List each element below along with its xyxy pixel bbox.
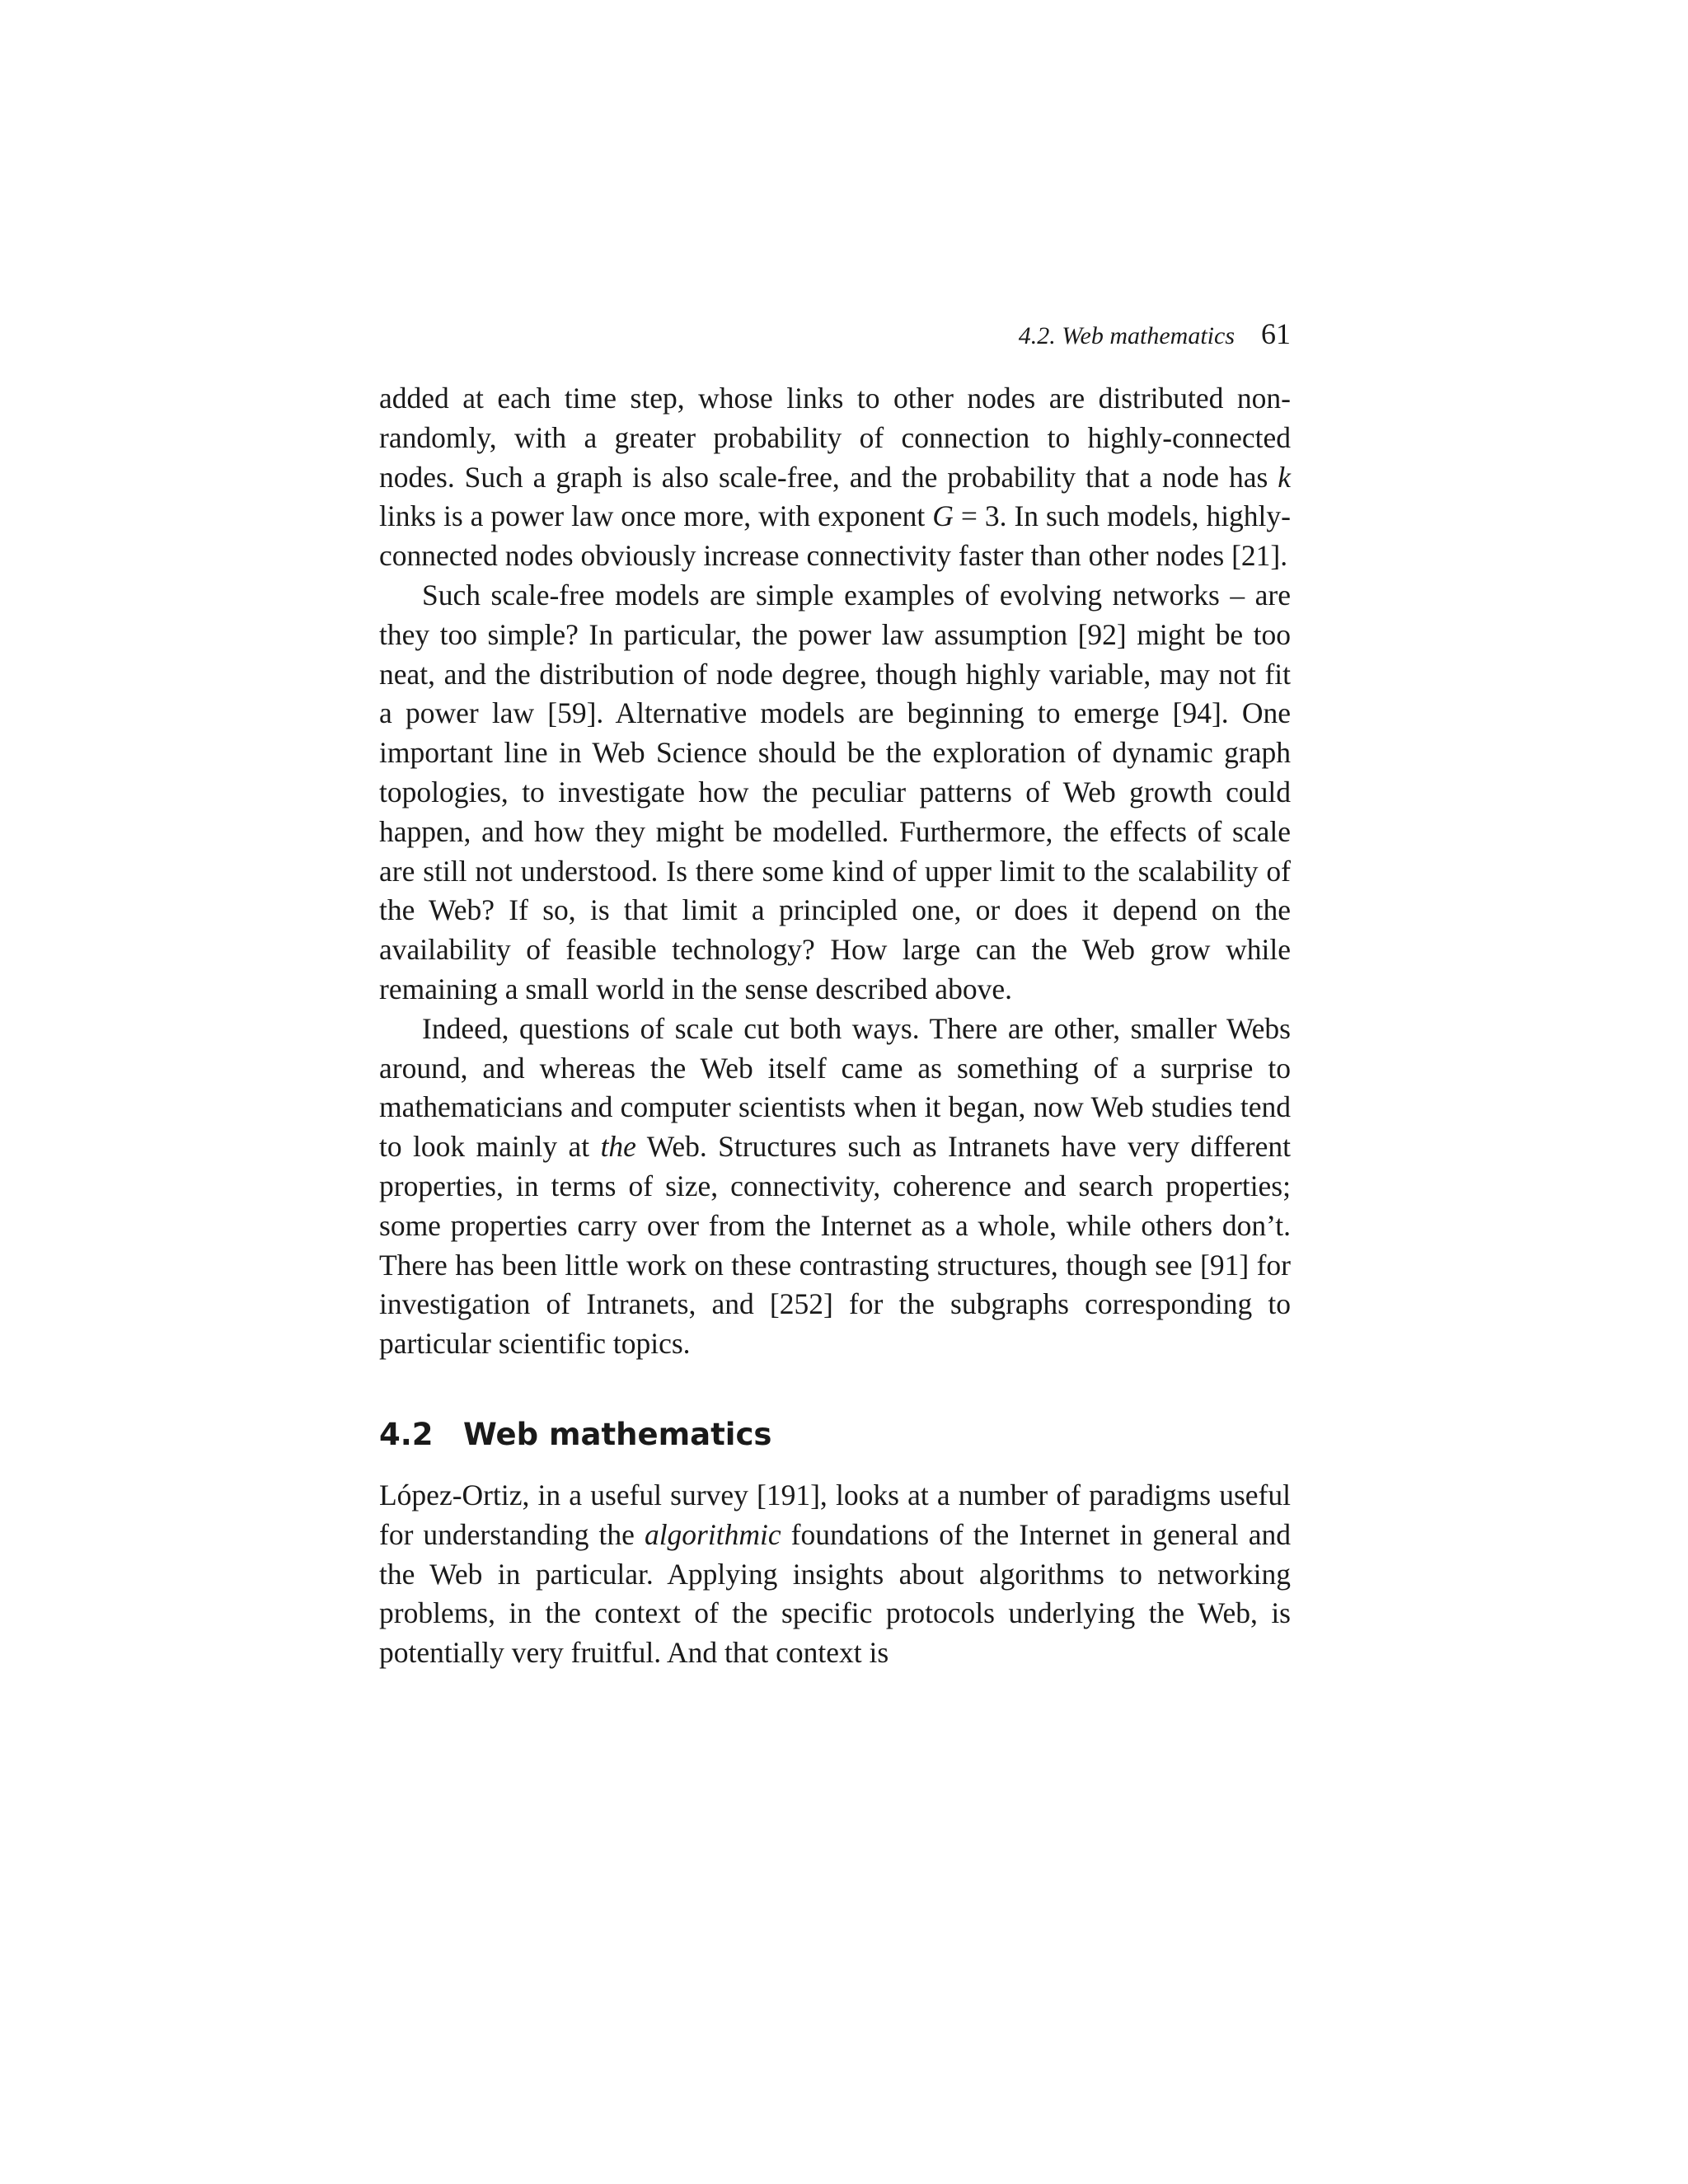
paragraph-4-part-1: López-Ortiz, in a useful survey [191], looks at a number of paradigms useful for understanding the [379, 1478, 1291, 1551]
paragraph-3-emphasis: the [600, 1130, 636, 1164]
paragraph-1-part-3: = 3. In such models, highly-connected nodes obviously increase connectivity faster than other nodes [21]. [379, 499, 1291, 573]
math-k: k [1278, 460, 1291, 494]
section-number: 4.2 [379, 1416, 434, 1452]
page-number: 61 [1261, 317, 1291, 350]
running-head-section: 4.2. Web mathematics [1018, 322, 1235, 349]
paragraph-1-part-1: added at each time step, whose links to other nodes are distributed non-randomly, with a greater probability of connection to highly-connected nodes. Such a graph is also scale-free, and the probability that a node has [379, 382, 1291, 494]
paragraph-3 [379, 1010, 1291, 1364]
paragraph-4 [379, 1476, 1291, 1673]
body-text [379, 379, 1291, 1673]
paragraph-4-emphasis: algorithmic [644, 1517, 781, 1551]
math-g: G [932, 499, 954, 533]
paragraph-1 [379, 379, 1291, 576]
paragraph-2: Such scale-free models are simple examples of evolving networks – are they too simple? In particular, the power law assumption [92] might be too neat, and the distribution of node degree, though highly variable, may not fit a power law [59]. Alternative models are beginning to emerge [94]. One important line in Web Science should be the exploration of dynamic graph topologies, to investigate how the peculiar patterns of Web growth could happen, and how they might be modelled. Furthermore, the effects of scale are still not understood. Is there some kind of upper limit to the scalability of the Web? If so, is that limit a principled one, or does it depend on the availability of feasible technology? How large can the Web grow while remaining a small world in the sense described above. [379, 578, 1291, 1005]
paragraph-4-part-2: foundations of the Internet in general and the Web in particular. Applying insights about algorithms to networking problems, in the context of the specific protocols underlying the Web, is potentially very fruitful. And that context is [379, 1517, 1291, 1670]
paragraph-3-part-1: Indeed, questions of scale cut both ways. There are other, smaller Webs around, and whereas the Web itself came as something of a surprise to mathematicians and computer scientists when it began, now Web studies tend to look mainly at [379, 1011, 1291, 1164]
section-title: Web mathematics [463, 1416, 772, 1452]
section-heading [379, 1415, 1291, 1455]
paragraph-3-part-2: Web. Structures such as Intranets have very different properties, in terms of size, connectivity, coherence and search properties; some properties carry over from the Internet as a whole, while others don’t. There has been little work on these contrasting structures, though see [91] for investigation of Intranets, and [252] for the subgraphs corresponding to particular scientific topics. [379, 1130, 1291, 1361]
paragraph-1-part-2: links is a power law once more, with exponent [379, 499, 933, 533]
running-head [379, 316, 1291, 356]
